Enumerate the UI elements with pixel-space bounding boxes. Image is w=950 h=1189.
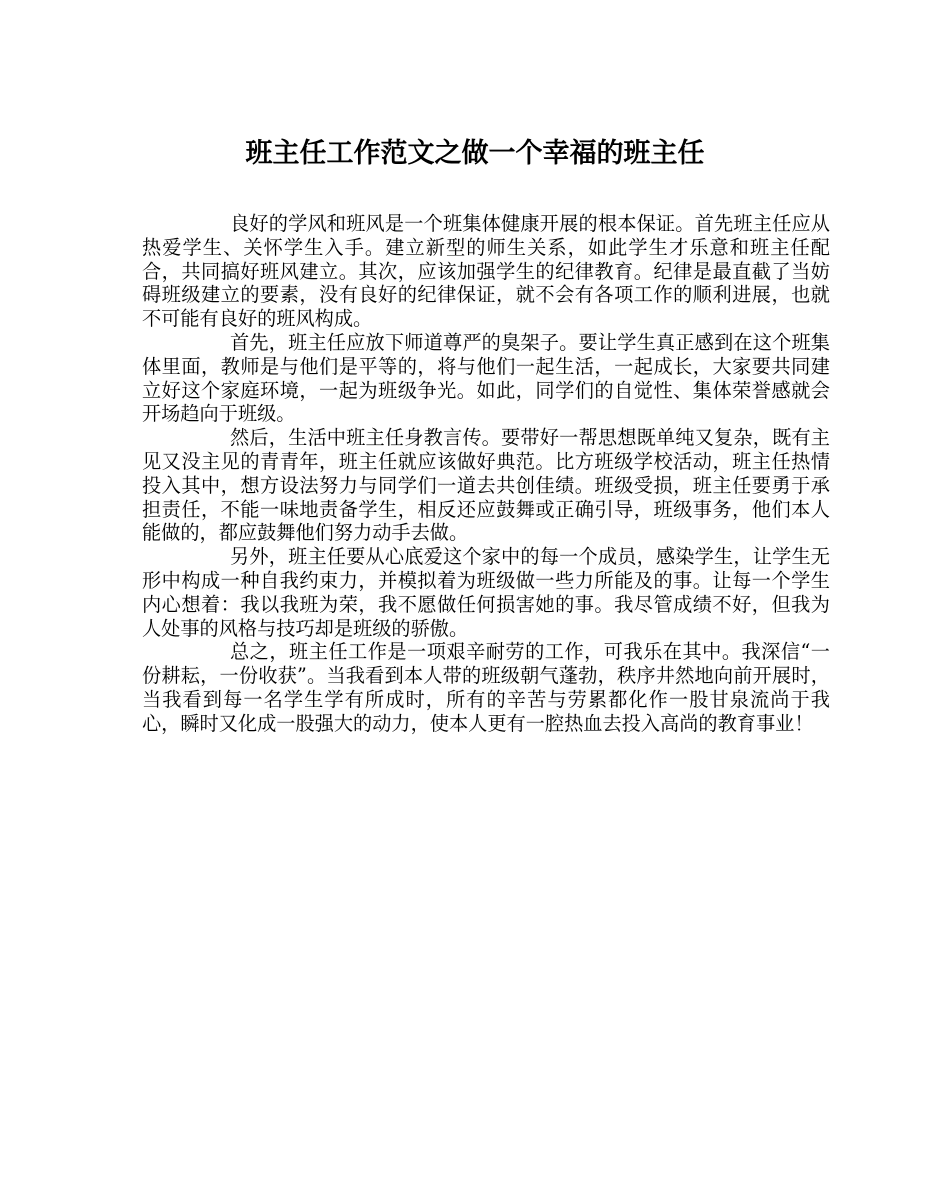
paragraph-3: 然后，生活中班主任身教言传。要带好一帮思想既单纯又复杂，既有主见又没主见的青青年，班主任就应该做好典范。比方班级学校活动，班主任热情投入其中，想方设法努力与同学们一道去共创佳绩。班级受损，班主任要勇于承担责任，不能一味地责备学生，相反还应鼓舞或正确引导，班级事务，他们本人能做的，都应鼓舞他们努力动手去做。 [142, 426, 830, 545]
document-body [142, 212, 830, 736]
paragraph-4: 另外，班主任要从心底爱这个家中的每一个成员，感染学生，让学生无形中构成一种自我约束力，并模拟着为班级做一些力所能及的事。让每一个学生内心想着：我以我班为荣，我不愿做任何损害她的事。我尽管成绩不好，但我为人处事的风格与技巧却是班级的骄傲。 [142, 545, 830, 640]
document-title: 班主任工作范文之做一个幸福的班主任 [245, 138, 705, 169]
paragraph-5: 总之，班主任工作是一项艰辛耐劳的工作，可我乐在其中。我深信“一份耕耘，一份收获”。当我看到本人带的班级朝气蓬勃，秩序井然地向前开展时，当我看到每一名学生学有所成时，所有的辛苦与劳累都化作一股甘泉流尚于我心，瞬时又化成一股强大的动力，使本人更有一腔热血去投入高尚的教育事业！ [142, 640, 830, 735]
paragraph-2: 首先，班主任应放下师道尊严的臭架子。要让学生真正感到在这个班集体里面，教师是与他们是平等的，将与他们一起生活，一起成长，大家要共同建立好这个家庭环境，一起为班级争光。如此，同学们的自觉性、集体荣誉感就会开场趋向于班级。 [142, 330, 830, 426]
paragraph-1: 良好的学风和班风是一个班集体健康开展的根本保证。首先班主任应从热爱学生、关怀学生入手。建立新型的师生关系，如此学生才乐意和班主任配合，共同搞好班风建立。其次，应该加强学生的纪律教育。纪律是最直截了当妨碍班级建立的要素，没有良好的纪律保证，就不会有各项工作的顺利进展，也就不可能有良好的班风构成。 [142, 212, 830, 331]
